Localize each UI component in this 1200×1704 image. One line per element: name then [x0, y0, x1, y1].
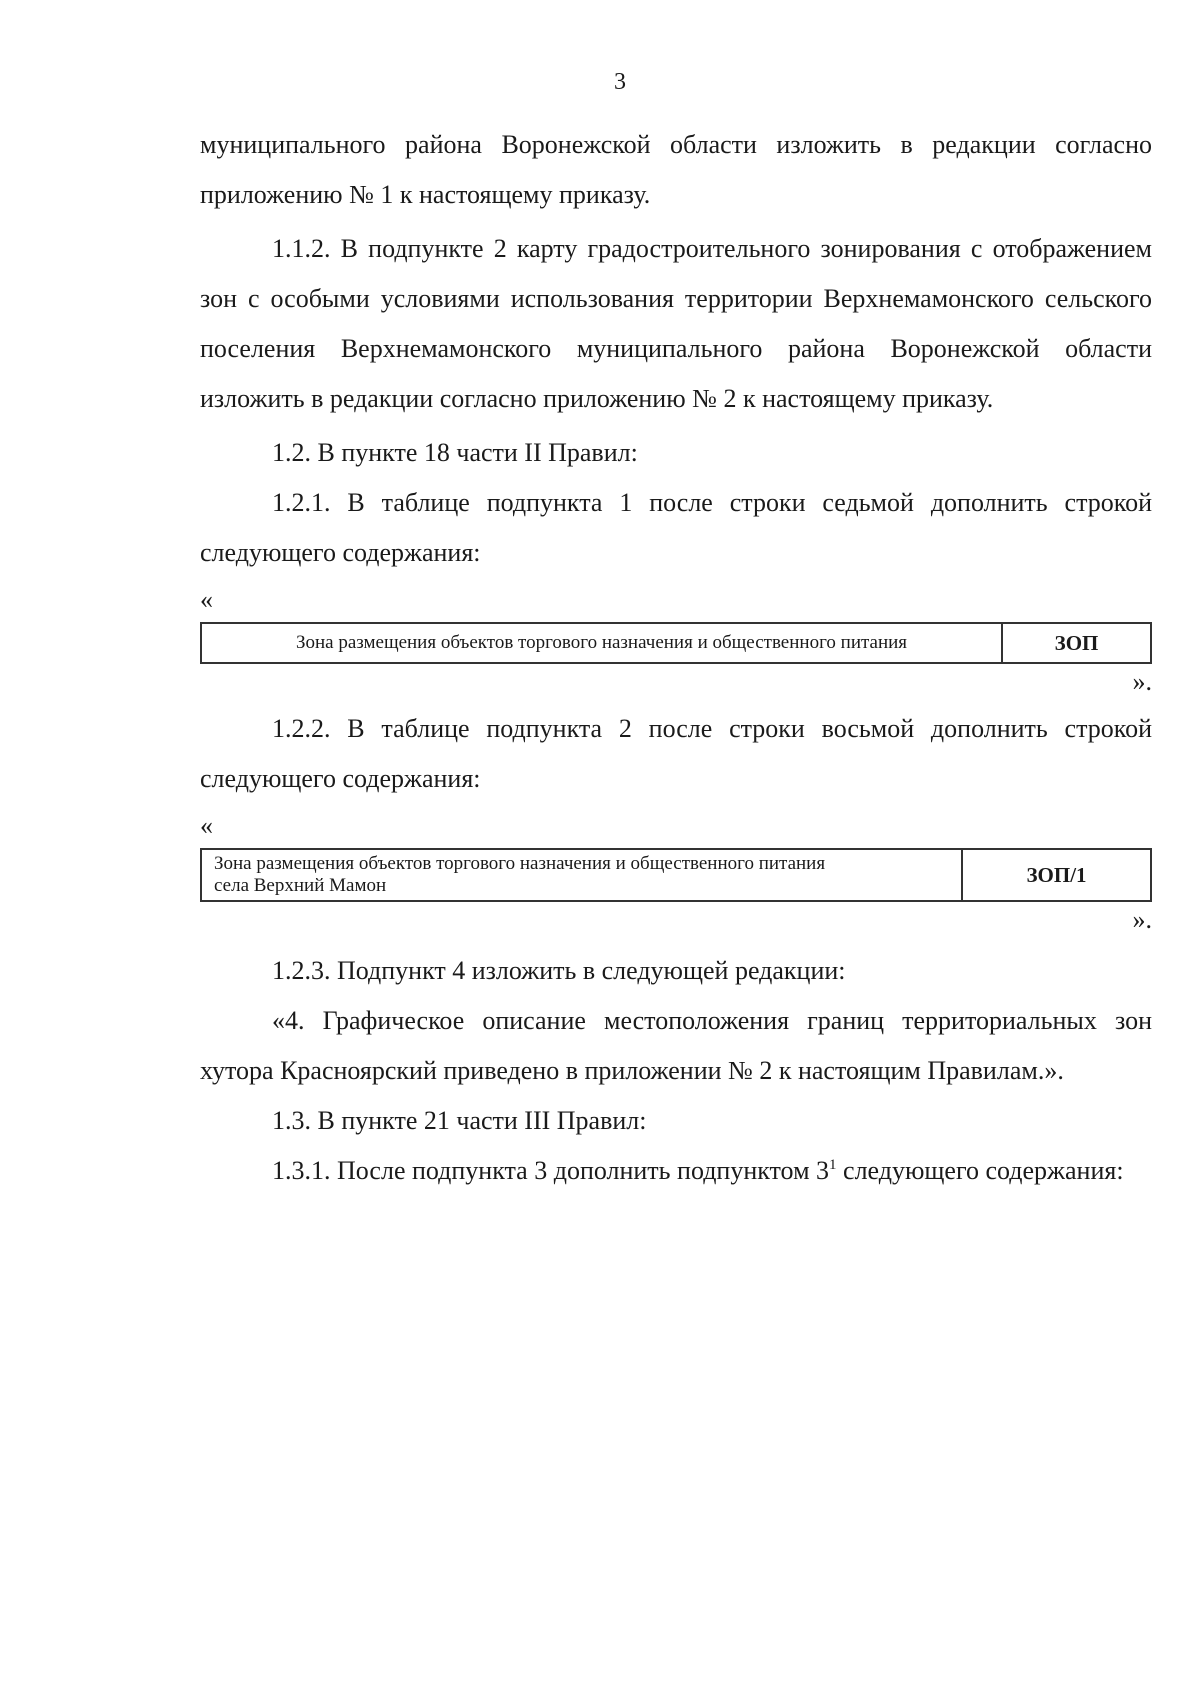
quote-open-1: «	[200, 585, 213, 614]
zone-name-cell	[201, 849, 962, 901]
table-row	[201, 849, 1151, 901]
paragraph-1-2-3: 1.2.3. Подпункт 4 изложить в следующей редакции:	[272, 956, 846, 985]
page-number: 3	[614, 69, 626, 95]
paragraph-1-3: 1.3. В пункте 21 части III Правил:	[272, 1106, 647, 1135]
zone-table-2	[200, 848, 1152, 902]
quote-open-2: «	[200, 811, 213, 840]
paragraph-1-2-1: 1.2.1. В таблице подпункта 1 после строки седьмой дополнить строкой следующего содержания:	[200, 488, 1152, 567]
zone-code-cell: ЗОП	[1002, 623, 1151, 663]
zone-table-1	[200, 622, 1152, 664]
zone-code-cell: ЗОП/1	[962, 849, 1151, 901]
zone-name-line-2: села Верхний Мамон	[214, 875, 387, 896]
paragraph-quoted-4: «4. Графическое описание местоположения границ территориальных зон хутора Красноярский приведено в приложении № 2 к настоящим Правилам.».	[200, 1006, 1152, 1085]
paragraph-1-3-1-text-b: следующего содержания:	[836, 1156, 1124, 1185]
table-row	[201, 623, 1151, 663]
quote-close-1: ».	[1132, 667, 1152, 696]
paragraph-1-3-1-text-a: 1.3.1. После подпункта 3 дополнить подпунктом 3	[272, 1156, 830, 1185]
document-body	[200, 120, 1152, 1196]
paragraph-1-2-2: 1.2.2. В таблице подпункта 2 после строки восьмой дополнить строкой следующего содержания:	[200, 714, 1152, 793]
paragraph-1-1-2: 1.1.2. В подпункте 2 карту градостроительного зонирования с отображением зон с особыми условиями использования территории Верхнемамонского сельского поселения Верхнемамонского муниципального района Воронежской области изложить в редакции согласно приложению № 2 к настоящему приказу.	[200, 234, 1152, 413]
paragraph-1-2: 1.2. В пункте 18 части II Правил:	[272, 438, 638, 467]
quote-close-2: ».	[1132, 905, 1152, 934]
paragraph-1-3-1	[200, 1146, 1152, 1196]
superscript-1: 1	[829, 1157, 837, 1173]
paragraph-1: муниципального района Воронежской области изложить в редакции согласно приложению № 1 к настоящему приказу.	[200, 130, 1152, 209]
zone-name-cell: Зона размещения объектов торгового назначения и общественного питания	[201, 623, 1002, 663]
zone-name-line-1: Зона размещения объектов торгового назначения и общественного питания	[214, 853, 826, 874]
